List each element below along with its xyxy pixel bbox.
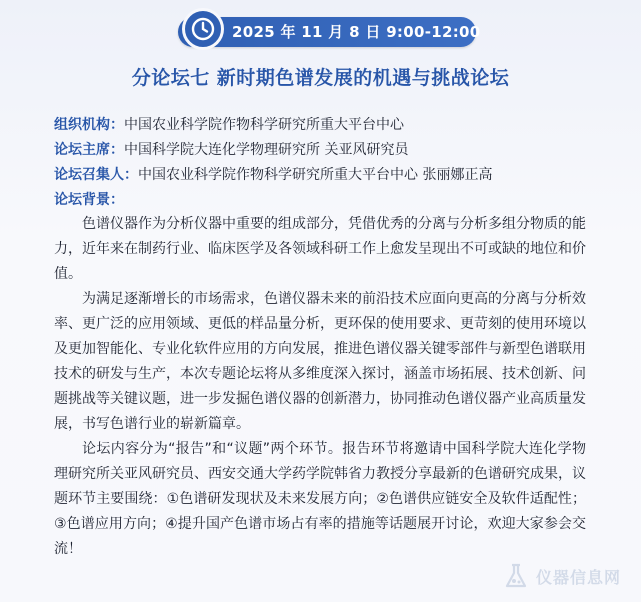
info-background [54,190,124,210]
info-organizer [54,115,404,135]
background-paragraph-3: 论坛内容分为“报告”和“议题”两个环节。报告环节将邀请中国科学院大连化学物理研究所关亚风研究员、西安交通大学药学院韩省力教授分享最新的色谱研究成果，议题环节主要围绕：①色谱研发现状及未来发展方向；②色谱供应链安全及软件适配性；③色谱应用方向；④提升国产色谱市场占有率的措施等话题展开讨论，欢迎大家参会交流！ [54,441,586,557]
info-chair-label: 论坛主席： [54,142,124,158]
info-convener-label: 论坛召集人： [54,167,138,183]
background-paragraph-2: 为满足逐渐增长的市场需求，色谱仪器未来的前沿技术应面向更高的分离与分析效率、更广泛的应用领域、更低的样品量分析，更环保的使用要求、更苛刻的使用环境以及更加智能化、专业化软件应用的方向发展，推进色谱仪器关键零部件与新型色谱联用技术的研发与生产，本次专题论坛将从多维度深入探讨，涵盖市场拓展、技术创新、问题挑战等关键议题，进一步发掘色谱仪器的创新潜力，协同推动色谱仪器产业高质量发展，书写色谱行业的崭新篇章。 [54,291,586,432]
date-time: 2025 年 11 月 8 日 9:00-12:00 [232,23,481,41]
watermark-text: 仪器信息网 [536,567,622,587]
forum-title: 分论坛七 新时期色谱发展的机遇与挑战论坛 [131,67,510,89]
info-convener [54,165,492,185]
watermark [502,560,632,592]
info-chair-value: 中国科学院大连化学物理研究所 关亚风研究员 [124,142,409,158]
background-paragraph-1: 色谱仪器作为分析仪器中重要的组成部分，凭借优秀的分离与分析多组分物质的能力，近年来在制药行业、临床医学及各领域科研工作上愈发呈现出不可或缺的地位和价值。 [54,216,586,282]
info-organizer-value: 中国农业科学院作物科学研究所重大平台中心 [124,117,404,133]
flask-logo-icon [502,562,530,590]
info-background-label: 论坛背景： [54,192,124,208]
clock-icon [182,8,224,50]
info-organizer-label: 组织机构： [54,117,124,133]
info-chair [54,140,408,160]
info-convener-value: 中国农业科学院作物科学研究所重大平台中心 张丽娜正高 [138,167,493,183]
